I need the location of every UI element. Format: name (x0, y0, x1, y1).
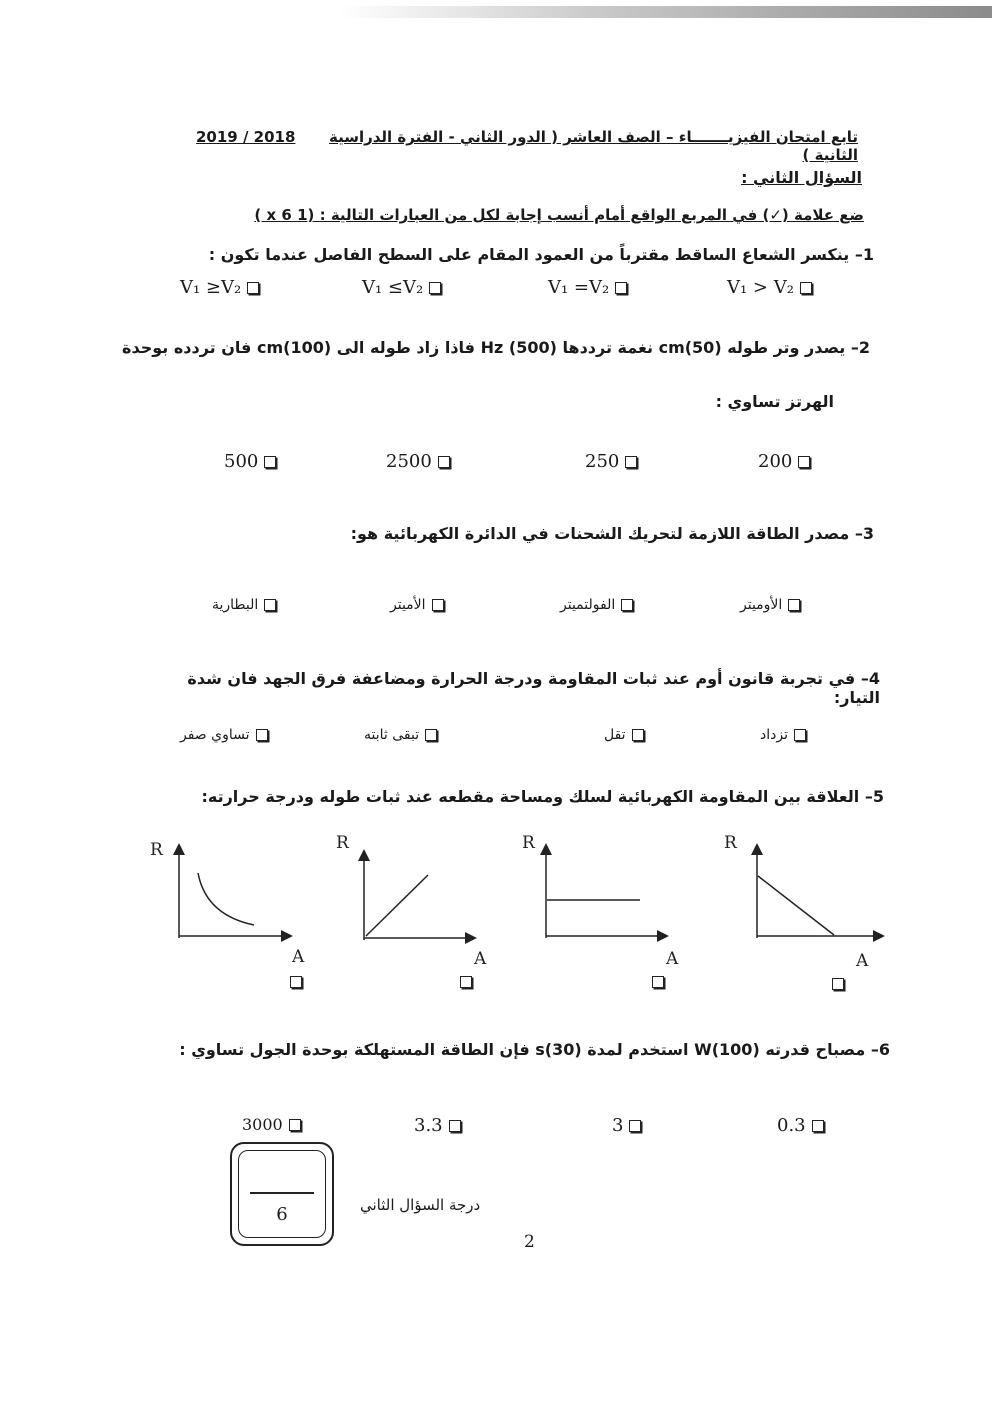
q5-checkbox-decreasing-line[interactable] (832, 978, 844, 990)
score-label: درجة السؤال الثاني (360, 1196, 481, 1214)
question-6 (170, 1040, 890, 1059)
q2-option-2[interactable]: 250 (585, 451, 637, 472)
question-2-text: يصدر وتر طوله (50)cm نغمة ترددها (500) Hz فاذا زاد طوله الى (100)cm فان تردده بوحدة (122, 338, 846, 357)
q3-option-1[interactable]: الأوميتر (740, 597, 800, 613)
checkbox[interactable] (629, 1120, 641, 1132)
question-3-number: 3– (854, 524, 874, 543)
q1-option-2[interactable]: V₁ =V₂ (548, 277, 627, 298)
checkbox[interactable] (289, 1119, 301, 1131)
q5-checkbox-constant[interactable] (652, 976, 664, 988)
question-6-number: 6– (870, 1040, 890, 1059)
q2-option-4[interactable]: 500 (224, 451, 276, 472)
q3-option-2[interactable]: الفولتميتر (560, 597, 633, 613)
y-label: R (522, 833, 535, 853)
x-label: A (474, 949, 487, 969)
y-label: R (724, 833, 737, 853)
question-6-text: مصباح قدرته (100)W استخدم لمدة (30)s فإن الطاقة المستهلكة بوحدة الجول تساوي : (179, 1040, 866, 1059)
q6-option-2[interactable]: 3 (612, 1115, 641, 1136)
y-label: R (336, 833, 349, 853)
q1-option-1[interactable]: V₁ > V₂ (727, 277, 812, 298)
line (366, 875, 428, 936)
checkbox[interactable] (449, 1120, 461, 1132)
question-2-number: 2– (850, 338, 870, 357)
q6-option-4[interactable]: 3000 (242, 1115, 301, 1134)
q6-option-1[interactable]: 0.3 (777, 1115, 824, 1136)
q4-option-4[interactable]: تساوي صفر (180, 727, 268, 743)
graph-constant (522, 833, 679, 969)
question-4-text: في تجربة قانون أوم عند ثبات المقاومة ودرجة الحرارة ومضاعفة فرق الجهد فان شدة التيار: (187, 669, 880, 707)
q1-option-3[interactable]: V₁ ≤V₂ (362, 277, 441, 298)
q2-option-3[interactable]: 2500 (386, 451, 450, 472)
x-label: A (292, 947, 305, 967)
q4-option-2[interactable]: تقل (604, 727, 644, 743)
q6-option-3[interactable]: 3.3 (414, 1115, 461, 1136)
exam-year: 2019 / 2018 (196, 128, 296, 146)
question-5-text: العلاقة بين المقاومة الكهربائية لسلك ومساحة مقطعه عند ثبات طوله ودرجة حرارته: (201, 787, 860, 806)
q4-option-1[interactable]: تزداد (760, 727, 806, 743)
question-5-number: 5– (864, 787, 884, 806)
score-box (230, 1142, 334, 1246)
q4-option-3[interactable]: تبقى ثابته (364, 727, 437, 743)
q1-option-4[interactable]: V₁ ≥V₂ (180, 277, 259, 298)
score-fraction-line (250, 1192, 314, 1194)
curve (198, 873, 254, 925)
q3-option-3[interactable]: الأميتر (390, 597, 444, 613)
question-2-line2: الهرتز تساوي : (715, 392, 834, 411)
page-number: 2 (524, 1232, 535, 1252)
question-1-text: ينكسر الشعاع الساقط مقترباً من العمود المقام على السطح الفاصل عندما تكون : (208, 245, 850, 264)
x-label: A (666, 949, 679, 969)
instruction: ضع علامة (✓) في المربع الواقع أمام أنسب إجابة لكل من العبارات التالية : (1 x 6 ) (254, 206, 864, 224)
question-4-number: 4– (860, 669, 880, 688)
y-label: R (150, 840, 163, 860)
graph-increasing-line (336, 833, 487, 969)
q3-option-4[interactable]: البطارية (212, 597, 276, 613)
exam-title: تابع امتحان الفيزيـــــــاء – الصف العاشر ( الدور الثاني - الفترة الدراسية الثانية ) (329, 128, 858, 164)
q5-checkbox-increasing-line[interactable] (460, 976, 472, 988)
x-label: A (856, 951, 869, 971)
checkbox[interactable] (812, 1120, 824, 1132)
q2-option-1[interactable]: 200 (758, 451, 810, 472)
question-3-text: مصدر الطاقة اللازمة لتحريك الشحنات في الدائرة الكهربائية هو: (350, 524, 850, 543)
line (758, 876, 834, 935)
question-1-number: 1– (854, 245, 874, 264)
score-denominator: 6 (276, 1204, 288, 1225)
q5-checkbox-inverse-curve[interactable] (290, 976, 302, 988)
graph-inverse-curve (150, 840, 305, 967)
question-label: السؤال الثاني : (741, 168, 862, 187)
graph-decreasing-line (724, 833, 882, 971)
